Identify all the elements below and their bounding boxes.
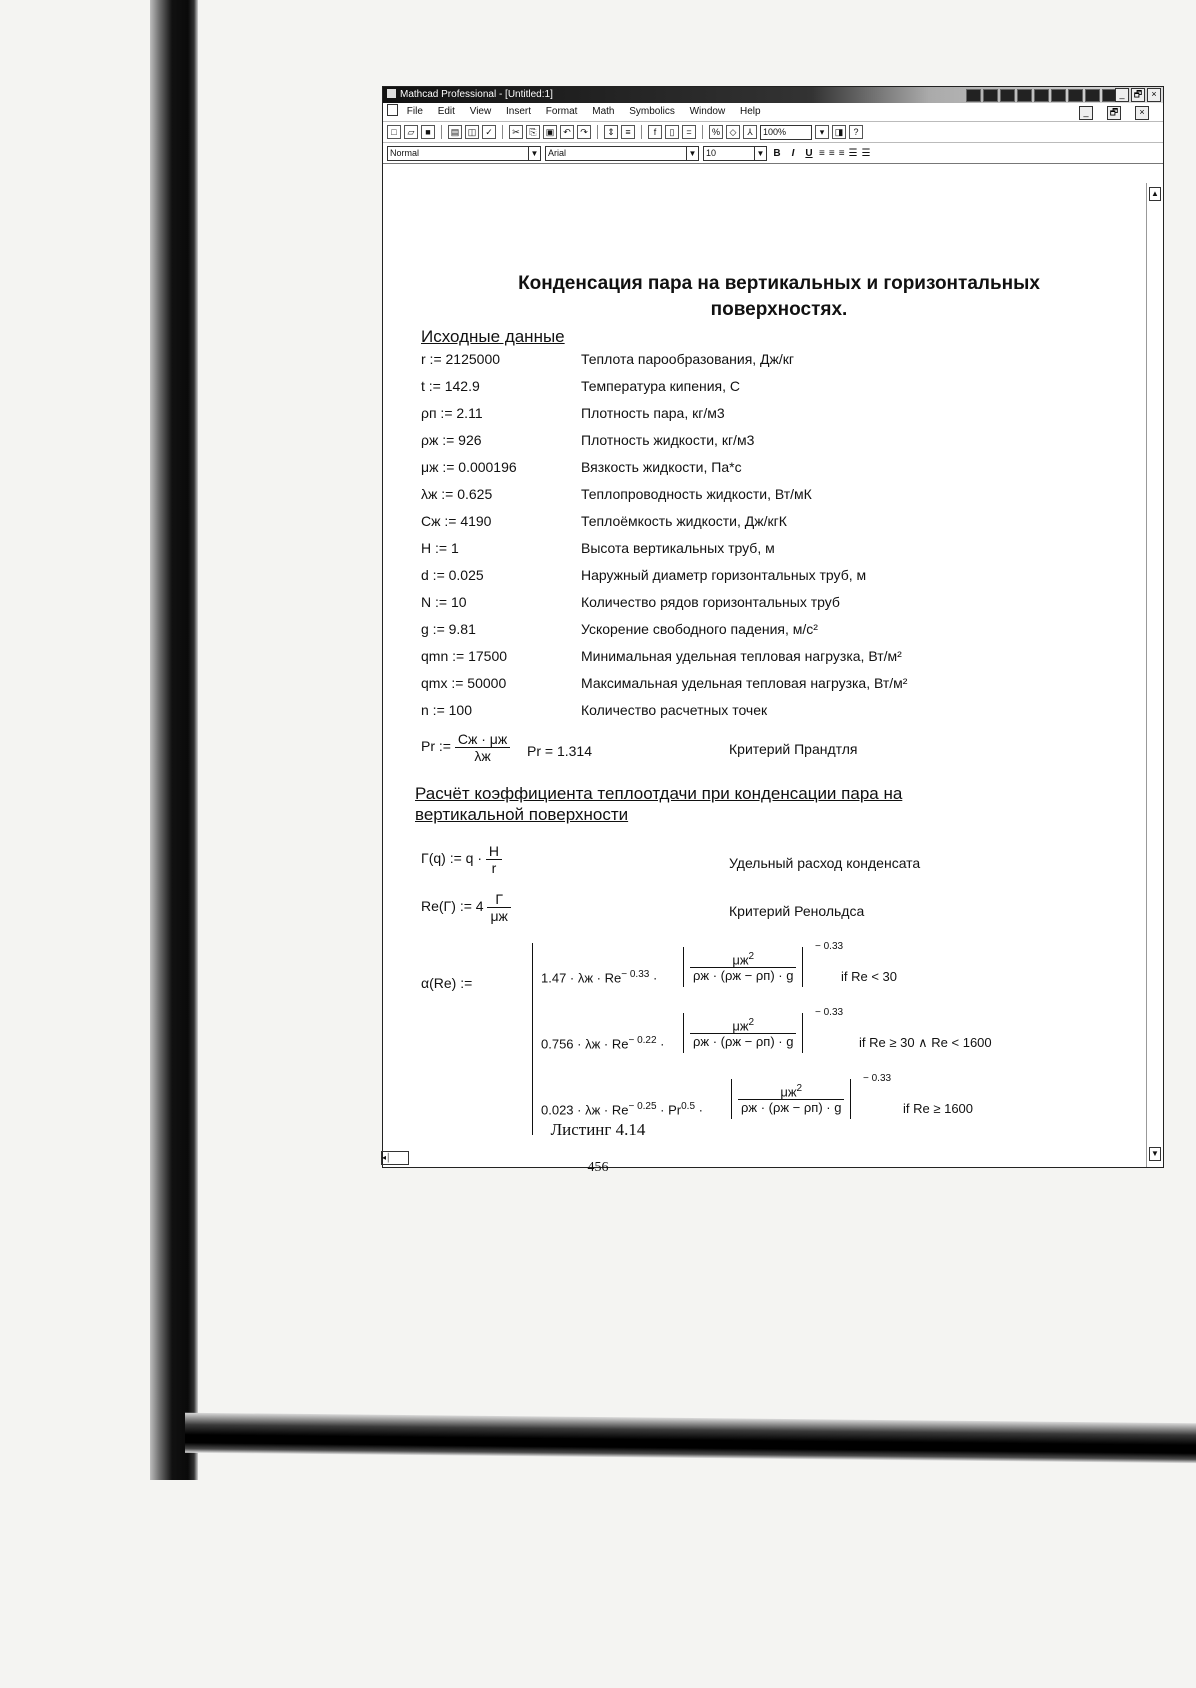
- cut-icon[interactable]: ✂: [509, 125, 523, 139]
- gamma-fraction: [486, 843, 502, 876]
- pr-fraction: [455, 731, 510, 764]
- size-value: 10: [706, 147, 717, 158]
- paste-icon[interactable]: ▣: [543, 125, 557, 139]
- gamma-num: H: [488, 843, 500, 859]
- gamma-lhs: Γ(q) := q ·: [421, 850, 483, 867]
- bracket-fraction: [738, 1083, 844, 1115]
- restore-button[interactable]: 🗗: [1131, 88, 1145, 102]
- bracket-den: ρж · (ρж − ρп) · g: [738, 1099, 844, 1115]
- tool-icon[interactable]: [1085, 89, 1100, 102]
- param-description: Плотность пара, кг/м3: [581, 405, 725, 421]
- param-expression[interactable]: n := 100: [421, 702, 472, 718]
- pr-term: · Pr: [660, 1102, 682, 1118]
- bracket-group: [731, 1079, 851, 1119]
- bracket-den: ρж · (ρж − ρп) · g: [690, 967, 796, 983]
- title-bar: [383, 87, 1163, 103]
- underline-button[interactable]: U: [805, 147, 813, 159]
- calculate-icon[interactable]: =: [682, 125, 696, 139]
- param-expression[interactable]: λж := 0.625: [421, 486, 493, 502]
- menu-format[interactable]: Format: [545, 106, 578, 117]
- param-description: Вязкость жидкости, Па*с: [581, 459, 742, 475]
- title-line-2: поверхностях.: [710, 299, 848, 320]
- param-description: Высота вертикальных труб, м: [581, 540, 775, 556]
- mu-term: μж: [780, 1084, 797, 1100]
- re-exponent: − 0.22: [628, 1035, 657, 1046]
- vertical-scrollbar[interactable]: [1146, 183, 1163, 1167]
- param-expression[interactable]: qmx := 50000: [421, 675, 507, 691]
- branch-condition: if Re < 30: [841, 969, 898, 984]
- new-icon[interactable]: □: [387, 125, 401, 139]
- book-gutter-shadow: [150, 0, 198, 1480]
- menu-window[interactable]: Window: [689, 106, 726, 117]
- worksheet-title: [383, 271, 1145, 323]
- resource-icon[interactable]: ⅄: [743, 125, 757, 139]
- bracket-fraction: [690, 951, 796, 983]
- square-exponent: 2: [748, 1017, 755, 1028]
- mu-term: μж: [732, 1018, 749, 1034]
- align-left-icon[interactable]: ≡: [819, 147, 825, 159]
- chevron-down-icon: ▼: [528, 147, 540, 160]
- param-description: Плотность жидкости, кг/м3: [581, 432, 755, 448]
- menu-math[interactable]: Math: [592, 106, 615, 117]
- param-description: Теплоёмкость жидкости, Дж/кгК: [581, 513, 787, 529]
- tool-icon[interactable]: [1051, 89, 1066, 102]
- menu-help[interactable]: Help: [739, 106, 761, 117]
- open-icon[interactable]: ▱: [404, 125, 418, 139]
- chevron-down-icon[interactable]: ▾: [815, 125, 829, 139]
- param-description: Ускорение свободного падения, м/с²: [581, 621, 818, 637]
- re-expression: [421, 891, 511, 924]
- bracket-den: ρж · (ρж − ρп) · g: [690, 1033, 796, 1049]
- menu-view[interactable]: View: [469, 106, 492, 117]
- param-description: Максимальная удельная тепловая нагрузка, Вт/м²: [581, 675, 908, 691]
- param-description: Минимальная удельная тепловая нагрузка, Вт/м²: [581, 648, 902, 664]
- numbering-icon[interactable]: ☰: [861, 147, 871, 159]
- param-expression[interactable]: μж := 0.000196: [421, 459, 517, 475]
- square-exponent: 2: [748, 951, 755, 962]
- coef-text: 0.756 · λж · Re: [541, 1036, 629, 1052]
- doc-minimize-button[interactable]: _: [1079, 106, 1093, 120]
- param-expression[interactable]: ρж := 926: [421, 432, 482, 448]
- branch-condition: if Re ≥ 1600: [903, 1101, 974, 1116]
- param-expression[interactable]: qmn := 17500: [421, 648, 508, 664]
- italic-button[interactable]: I: [791, 147, 795, 159]
- section-input-data: Исходные данные: [421, 327, 565, 346]
- alpha-lhs: α(Re) :=: [421, 975, 473, 991]
- chevron-down-icon: ▼: [686, 147, 698, 160]
- save-icon[interactable]: ■: [421, 125, 435, 139]
- section2-line-1: Расчёт коэффициента теплоотдачи при конденсации пара на: [415, 784, 903, 803]
- align-center-icon[interactable]: ≡: [828, 147, 835, 159]
- pr-result: Pr = 1.314: [527, 743, 592, 759]
- gamma-den: r: [486, 859, 502, 876]
- pr-den: λж: [455, 747, 510, 764]
- zoom-select[interactable]: 100%: [760, 125, 812, 140]
- section-vertical-calc: [415, 783, 902, 825]
- param-description: Количество расчетных точек: [581, 702, 768, 718]
- font-value: Arial: [548, 147, 567, 158]
- separator: [702, 125, 703, 139]
- bracket-num: [738, 1083, 844, 1099]
- copy-icon[interactable]: ⎘: [526, 125, 540, 139]
- gamma-expression: [421, 843, 502, 876]
- insert-graph-icon[interactable]: ≡: [621, 125, 635, 139]
- print-icon[interactable]: ▤: [448, 125, 462, 139]
- app-icon: [387, 89, 396, 98]
- standard-toolbar: [383, 122, 1163, 143]
- pr-num: Cж · μж: [457, 731, 508, 747]
- bullets-icon[interactable]: ☰: [848, 147, 858, 159]
- param-expression[interactable]: d := 0.025: [421, 567, 484, 583]
- re-lhs: Re(Γ) := 4: [421, 898, 484, 915]
- separator: [597, 125, 598, 139]
- pr-lhs: Pr :=: [421, 738, 451, 755]
- param-expression[interactable]: ρп := 2.11: [421, 405, 483, 421]
- preview-icon[interactable]: ◫: [465, 125, 479, 139]
- spell-icon[interactable]: ✓: [482, 125, 496, 139]
- pr-expression: [421, 731, 510, 764]
- bracket-num: [690, 951, 796, 967]
- bracket-group: [683, 1013, 803, 1053]
- function-icon[interactable]: f: [648, 125, 662, 139]
- document-icon[interactable]: [387, 104, 398, 116]
- param-description: Количество рядов горизонтальных труб: [581, 594, 840, 610]
- param-description: Температура кипения, С: [581, 378, 741, 394]
- outer-exponent: − 0.33: [863, 1073, 892, 1084]
- pr-exponent: 0.5: [681, 1101, 696, 1112]
- param-expression[interactable]: N := 10: [421, 594, 467, 610]
- chevron-down-icon: ▼: [754, 147, 766, 160]
- separator: [441, 125, 442, 139]
- param-expression[interactable]: r := 2125000: [421, 351, 501, 367]
- tool-icon[interactable]: [1068, 89, 1083, 102]
- outer-exponent: − 0.33: [815, 1007, 844, 1018]
- menu-bar: [383, 103, 1163, 122]
- piecewise-bar: [532, 943, 533, 1135]
- scroll-left-icon[interactable]: ◂│: [381, 1151, 409, 1165]
- square-exponent: 2: [796, 1083, 803, 1094]
- align-icon[interactable]: ⇕: [604, 125, 618, 139]
- menu-insert[interactable]: Insert: [505, 106, 531, 117]
- mu-term: μж: [732, 952, 749, 968]
- component-icon[interactable]: %: [709, 125, 723, 139]
- param-expression[interactable]: g := 9.81: [421, 621, 476, 637]
- doc-close-button[interactable]: ×: [1135, 106, 1149, 120]
- param-description: Теплота парообразования, Дж/кг: [581, 351, 795, 367]
- gamma-desc: Удельный расход конденсата: [729, 855, 921, 871]
- re-den: μж: [487, 907, 510, 924]
- separator: [641, 125, 642, 139]
- format-toolbar: [383, 143, 1163, 164]
- pr-desc: Критерий Прандтля: [729, 741, 858, 757]
- insert-unit-icon[interactable]: ▯: [665, 125, 679, 139]
- style-select[interactable]: [387, 146, 541, 161]
- page-bottom-edge: [185, 1413, 1196, 1464]
- page-number: 456: [587, 1160, 609, 1175]
- param-description: Теплопроводность жидкости, Вт/мК: [581, 486, 812, 502]
- resource-center-icon[interactable]: ◨: [832, 125, 846, 139]
- bracket-fraction: [690, 1017, 796, 1049]
- size-select[interactable]: [703, 146, 767, 161]
- re-exponent: − 0.25: [628, 1101, 657, 1112]
- tool-icon[interactable]: [966, 89, 981, 102]
- branch-coef: $1.47 \cdot \lambda ж \cdot Re^{- 0.33}$ ·: [541, 969, 658, 986]
- branch-condition: if Re ≥ 30 ∧ Re < 1600: [859, 1035, 992, 1050]
- minimize-button[interactable]: _: [1115, 88, 1129, 102]
- param-description: Наружный диаметр горизонтальных труб, м: [581, 567, 867, 583]
- help-icon[interactable]: ?: [849, 125, 863, 139]
- listing-caption: Листинг 4.14: [550, 1120, 646, 1139]
- tool-icon[interactable]: [1034, 89, 1049, 102]
- style-value: Normal: [390, 147, 420, 158]
- menu-symbolics[interactable]: Symbolics: [629, 106, 675, 117]
- tool-icon[interactable]: [1017, 89, 1032, 102]
- section2-line-2: вертикальной поверхности: [415, 805, 629, 824]
- hyperlink-icon[interactable]: ◇: [726, 125, 740, 139]
- tool-icon[interactable]: [1000, 89, 1015, 102]
- coef-text: 0.023 · λж · Re: [541, 1102, 629, 1118]
- bracket-group: [683, 947, 803, 987]
- alpha-row: [421, 943, 1041, 1143]
- re-exponent: − 0.33: [621, 969, 650, 980]
- scroll-down-icon[interactable]: ▼: [1149, 1147, 1161, 1161]
- tool-icon[interactable]: [983, 89, 998, 102]
- bold-button[interactable]: B: [773, 147, 781, 159]
- font-select[interactable]: [545, 146, 699, 161]
- branch-coef: $0.023 \cdot \lambda ж \cdot Re^{- 0.25} \cdot Pr^{0.5}$ ·: [541, 1101, 703, 1118]
- coef-text: 1.47 · λж · Re: [541, 970, 622, 986]
- branch-coef: $0.756 \cdot \lambda ж \cdot Re^{- 0.22}$ ·: [541, 1035, 665, 1052]
- mathcad-window: [382, 86, 1164, 1168]
- redo-icon[interactable]: ↷: [577, 125, 591, 139]
- separator: [502, 125, 503, 139]
- param-expression[interactable]: H := 1: [421, 540, 459, 556]
- title-line-1: Конденсация пара на вертикальных и горизонтальных: [518, 273, 1040, 294]
- doc-restore-button[interactable]: 🗗: [1107, 106, 1121, 120]
- bracket-num: [690, 1017, 796, 1033]
- param-expression[interactable]: t := 142.9: [421, 378, 480, 394]
- menu-edit[interactable]: Edit: [437, 106, 455, 117]
- menu-file[interactable]: File: [406, 106, 423, 117]
- titlebar-toolbar-icons: [966, 89, 1117, 102]
- align-right-icon[interactable]: ≡: [838, 147, 845, 159]
- scroll-up-icon[interactable]: ▲: [1149, 187, 1161, 201]
- param-expression[interactable]: Cж := 4190: [421, 513, 492, 529]
- window-title: Mathcad Professional - [Untitled:1]: [400, 89, 553, 100]
- undo-icon[interactable]: ↶: [560, 125, 574, 139]
- worksheet[interactable]: [383, 183, 1145, 1167]
- outer-exponent: − 0.33: [815, 941, 844, 952]
- close-button[interactable]: ×: [1147, 88, 1161, 102]
- re-fraction: [487, 891, 510, 924]
- re-num: Γ: [495, 891, 504, 907]
- re-desc: Критерий Ренольдса: [729, 903, 865, 919]
